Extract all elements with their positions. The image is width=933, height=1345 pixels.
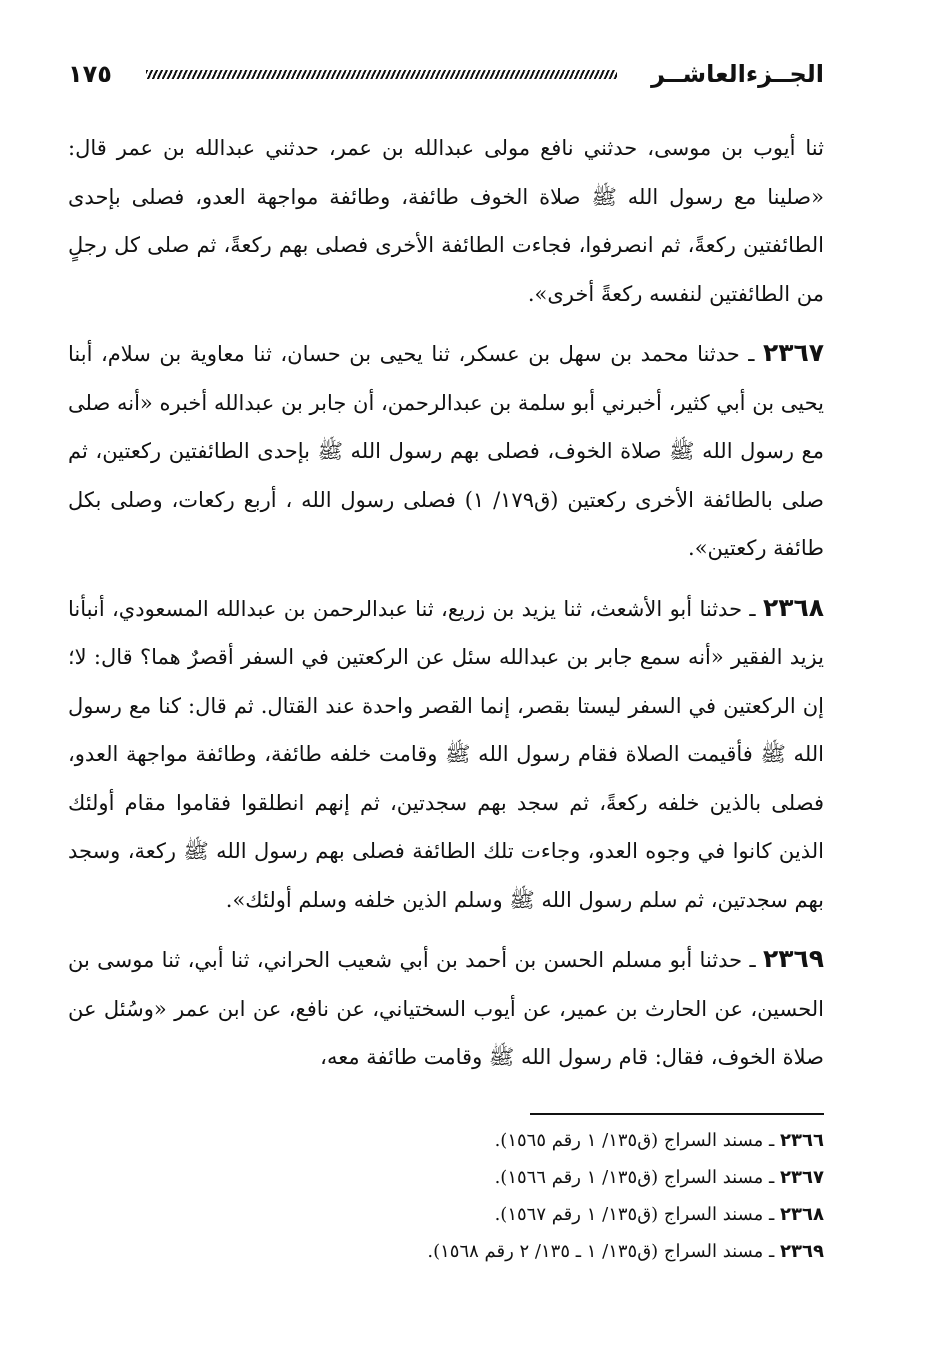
paragraph-text: ـ حدثنا محمد بن سهل بن عسكر، ثنا يحيى بن حسان، ثنا معاوية بن سلام، أبنا يحيى بن أبي كثير، أخبرني أبو سلمة بن عبدالرحمن، أن جابر بن عبدالله أخبره «أنه صلى مع رسول الله ﷺ صلاة الخوف، فصلى بهم رسول الله ﷺ بإحدى الطائفتين ركعتين، ثم صلى بالطائفة الأخرى ركعتين (ق١٧٩/ ١) فصلى رسول الله ، أربع ركعات، وصلى بكل طائفة ركعتين». — [68, 342, 824, 560]
footnote-line — [68, 1122, 824, 1159]
footnote-text: ـ مسند السراج (ق١٣٥/ ١ رقم ١٥٦٧). — [494, 1204, 775, 1225]
footnotes — [68, 1122, 824, 1270]
main-text — [68, 124, 824, 1093]
footnote-number: ٢٣٦٨ — [780, 1204, 824, 1225]
footnote-line — [68, 1233, 824, 1270]
page-number: ١٧٥ — [68, 60, 112, 88]
footnote-number: ٢٣٦٦ — [780, 1130, 824, 1151]
hadith-2368 — [68, 584, 824, 925]
footnote-line — [68, 1159, 824, 1196]
part-title: الجــزءالعاشــر — [651, 60, 824, 88]
hadith-2367 — [68, 329, 824, 573]
running-header — [68, 52, 824, 96]
paragraph-text: ثنا أيوب بن موسى، حدثني نافع مولى عبدالله بن عمر، حدثني عبدالله بن عمر قال: «صلينا مع رسول الله ﷺ صلاة الخوف طائفة، وطائفة مواجهة العدو، فصلى بإحدى الطائفتين ركعةً، ثم انصرفوا، فجاءت الطائفة الأخرى فصلى بهم ركعةً، ثم صلى كل رجلٍ من الطائفتين لنفسه ركعةً أخرى». — [68, 136, 824, 306]
hadith-number: ٢٣٦٨ — [762, 592, 824, 622]
paragraph-continuation — [68, 124, 824, 318]
footnote-separator — [530, 1113, 824, 1115]
footnote-number: ٢٣٦٧ — [780, 1167, 824, 1188]
paragraph-text: ـ حدثنا أبو مسلم الحسن بن أحمد بن أبي شعيب الحراني، ثنا أبي، ثنا موسى بن الحسين، عن الحارث بن عمير، عن أيوب السختياني، عن نافع، عن ابن عمر «وسُئل عن صلاة الخوف، فقال: قام رسول الله ﷺ وقامت طائفة معه، — [68, 948, 824, 1069]
paragraph-text: ـ حدثنا أبو الأشعث، ثنا يزيد بن زريع، ثنا عبدالرحمن بن عبدالله المسعودي، أنبأنا يزيد الفقير «أنه سمع جابر بن عبدالله سئل عن الركعتين في السفر أقصرٌ هما؟ قال: لا؛ إن الركعتين في السفر ليستا بقصر، إنما القصر واحدة عند القتال. ثم قال: كنا مع رسول الله ﷺ فأقيمت الصلاة فقام رسول الله ﷺ وقامت خلفه طائفة، وطائفة مواجهة العدو، فصلى بالذين خلفه ركعةً، ثم سجد بهم سجدتين، ثم إنهم انطلقوا فقاموا مقام أولئك الذين كانوا في وجوه العدو، وجاءت تلك الطائفة فصلى بهم رسول الله ﷺ ركعة، وسجد بهم سجدتين، ثم سلم رسول الله ﷺ وسلم الذين خلفه وسلم أولئك». — [68, 596, 825, 912]
hadith-number: ٢٣٦٩ — [762, 944, 824, 973]
footnote-number: ٢٣٦٩ — [780, 1241, 824, 1262]
hadith-number: ٢٣٦٧ — [762, 338, 824, 367]
footnote-line — [68, 1196, 824, 1233]
footnote-text: ـ مسند السراج (ق١٣٥/ ١ ـ ١٣٥/ ٢ رقم ١٥٦٨). — [427, 1241, 775, 1262]
footnote-text: ـ مسند السراج (ق١٣٥/ ١ رقم ١٥٦٥). — [494, 1130, 775, 1151]
header-rule — [146, 70, 617, 79]
hadith-2369 — [68, 935, 824, 1082]
footnote-text: ـ مسند السراج (ق١٣٥/ ١ رقم ١٥٦٦). — [494, 1167, 775, 1188]
